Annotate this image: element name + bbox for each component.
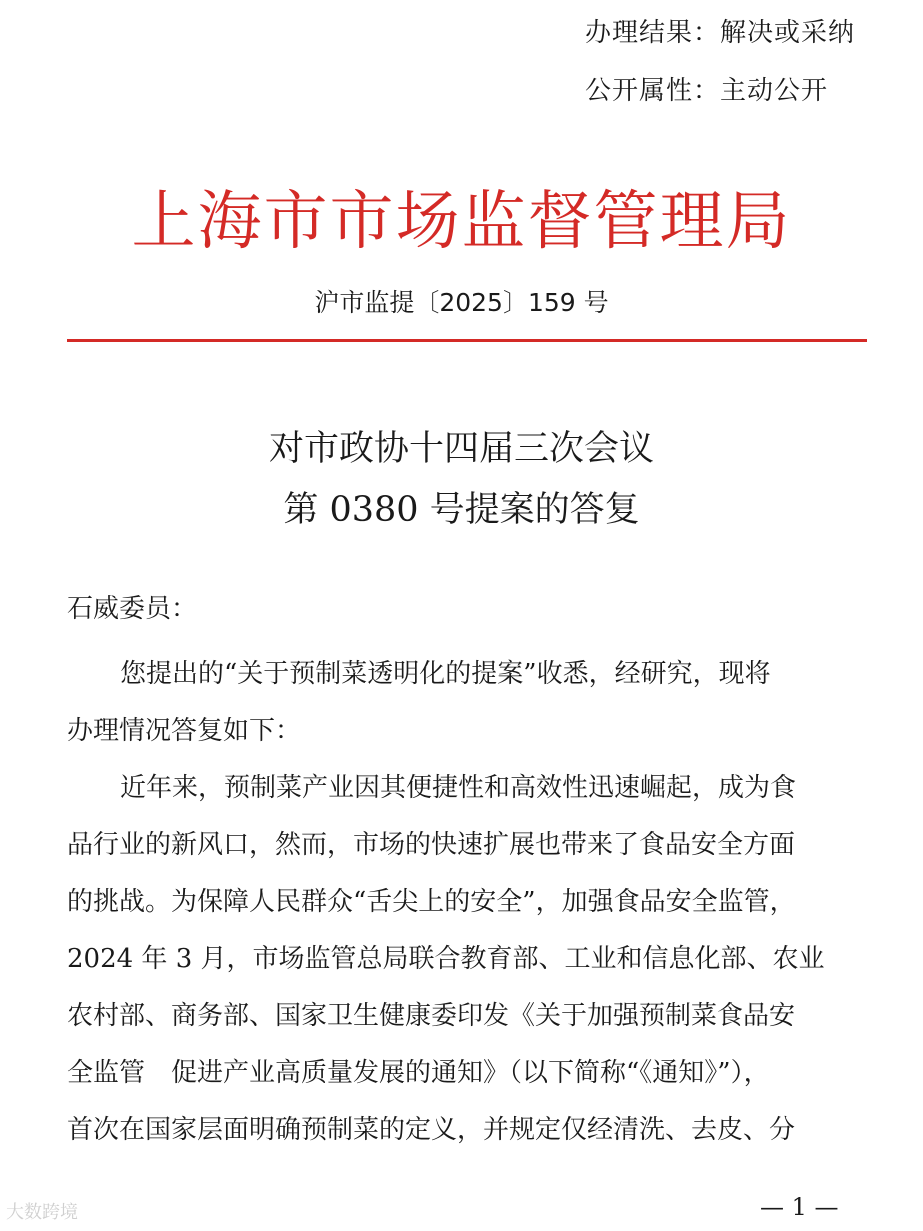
document-title-line-2: 第 0380 号提案的答复 [283,490,640,530]
disclosure-attribute: 公开属性：主动公开 [585,76,829,106]
document-number: 沪市监提〔2025〕159 号 [314,288,609,317]
document-title-line-1: 对市政协十四届三次会议 [268,429,654,469]
paragraph-line: 全监管 促进产业高质量发展的通知》（以下简称“《通知》”）， [67,1058,770,1088]
watermark: 大数跨境 [6,1202,78,1223]
paragraph-line: 首次在国家层面明确预制菜的定义，并规定仅经清洗、去皮、分 [67,1115,796,1145]
paragraph-line: 的挑战。为保障人民群众“舌尖上的安全”，加强食品安全监管， [67,887,796,917]
paragraph-line: 农村部、商务部、国家卫生健康委印发《关于加强预制菜食品安 [67,1001,796,1031]
paragraph-line: 您提出的“关于预制菜透明化的提案”收悉，经研究，现将 [120,659,771,689]
handling-result: 办理结果：解决或采纳 [585,18,856,48]
page-number: — 1 — [760,1193,839,1221]
paragraph-line: 2024 年 3 月，市场监管总局联合教育部、工业和信息化部、农业 [67,944,825,974]
red-divider [67,339,867,342]
paragraph-line: 办理情况答复如下： [67,716,302,746]
agency-name: 上海市市场监督管理局 [131,185,792,259]
paragraph-line: 品行业的新风口，然而，市场的快速扩展也带来了食品安全方面 [67,830,796,860]
paragraph-line: 近年来，预制菜产业因其便捷性和高效性迅速崛起，成为食 [120,773,797,803]
salutation: 石威委员： [67,594,198,624]
